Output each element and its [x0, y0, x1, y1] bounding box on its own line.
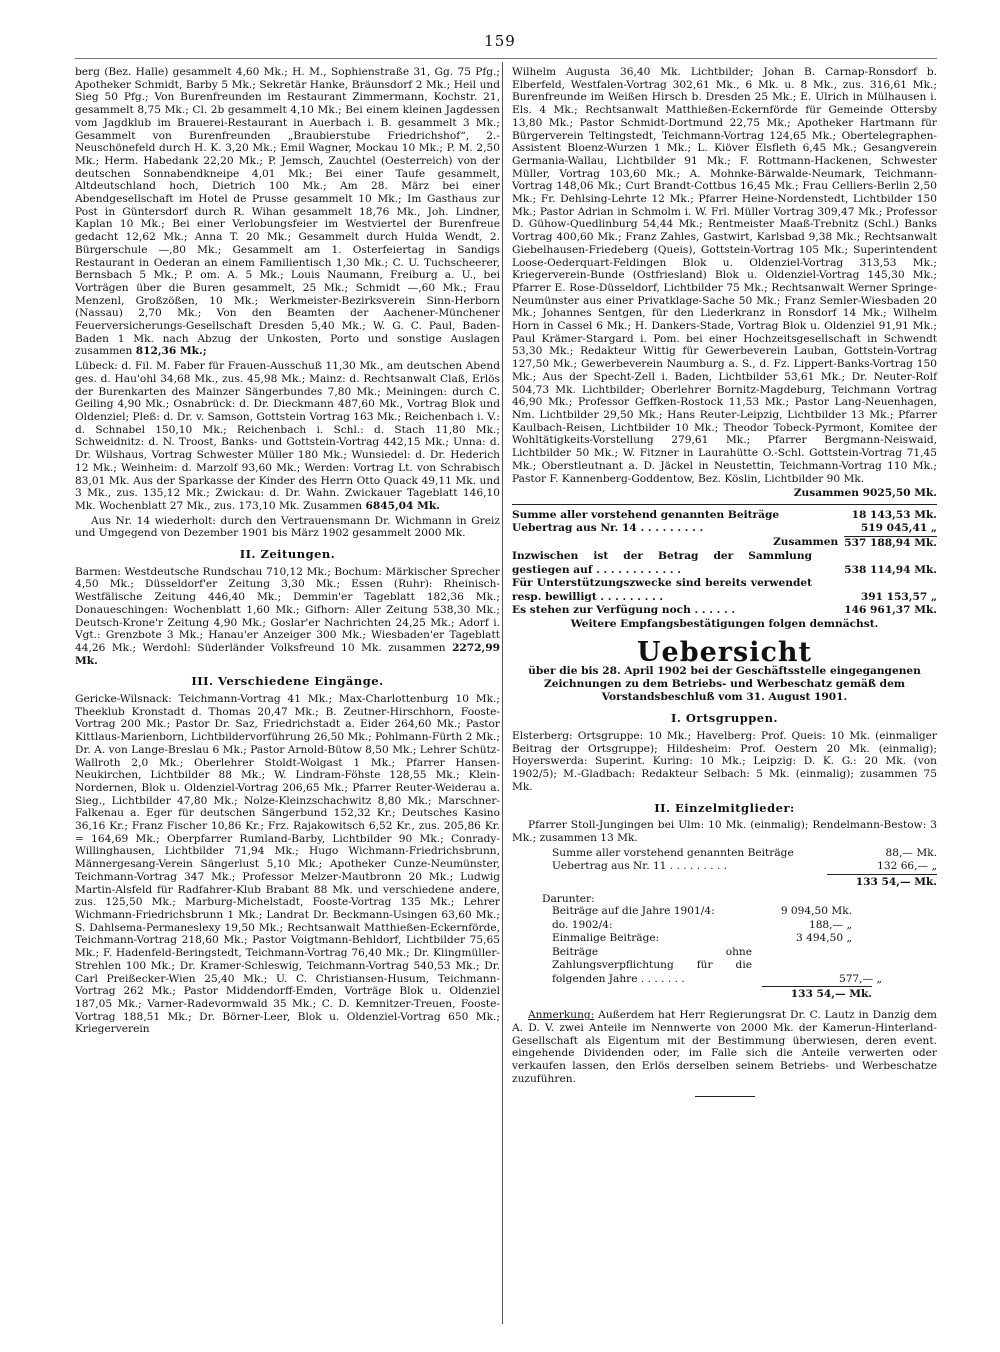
- sum-note: Weitere Empfangsbestätigungen folgen demnächst.: [570, 617, 879, 630]
- page-number: 159: [484, 32, 516, 50]
- ledger-row: do. 1902/4: 188,— „: [552, 918, 852, 931]
- section-title-local-groups: I. Ortsgruppen.: [671, 711, 778, 726]
- annotation: Anmerkung: Außerdem hat Herr Regierungsrat Dr. C. Lautz in Danzig dem A. D. V. zwei Anteile im Nennwerte von 2000 Mk. der Kamerun-Hinterland-Gesellschaft als Eigentum mit der Bestimmung überwiesen, deren event. eingehende Dividenden oder, im Falle sich die Anteile verwerten oder verkaufen lassen, den Erlös derselben seinem Betriebs- und Werbeschatze zuzuführen.: [512, 1009, 937, 1085]
- misc-list-continued: Wilhelm Augusta 36,40 Mk. Lichtbilder; Johan B. Carnap-Ronsdorf b. Elberfeld, Westfalen-Vortrag 302,61 Mk., 6 Mk. u. 8 Mk., zus. 316,61 Mk.; Burenfreunde im Weißen Hirsch b. Dresden 25 Mk.; E. Ulrich in Mülhausen i. Els. 4 Mk.; Rechtsanwalt Matthießen-Eckernförde für Gemeinde Ottersby 13,80 Mk.; Pastor Schmidt-Dortmund 22,75 Mk.; Apotheker Hartmann für Bürgerverein Teltingstedt, Teichmann-Vortrag 124,65 Mk.; Obertelegraphen-Assistent Bloenz-Wurzen 1 Mk.; L. Kiöver Elsfleth 6,45 Mk.; Gesangverein Germania-Wallau, Lichtbilder 91 Mk.; F. Rottmann-Hackenen, Schwester Müller, Vortrag 103,60 Mk.; A. Mohnke-Bärwalde-Neumark, Teichmann-Vortrag 148,06 Mk.; Curt Brandt-Cottbus 16,45 Mk.; Frau Celliers-Berlin 2,50 Mk.; Fr. Dehlsing-Lehrte 12 Mk.; Pfarrer Heine-Nordenstedt, Lichtbilder 150 Mk.; Pastor Adrian in Schmolm i. W. Frl. Müller Vortrag 309,47 Mk.; Professor D. Gühow-Quedlinburg 54,44 Mk.; Rentmeister Maaß-Trebnitz (Schl.) Banks Vortrag 400,60 Mk.; Franz Zahles, Gastwirt, Karlsbad 9,38 Mk.; Rechtsanwalt Giebelhausen-Friedeberg (Queis), Gottstein-Vortrag 105 Mk.; Superintendent Loose-Oederquart-Feldingen Blok u. Oldenziel-Vortrag 313,53 Mk.; Kriegerverein-Bunde (Ostfriesland) Blok u. Oldenziel-Vortrag 145,30 Mk.; Pfarrer E. Rose-Düsseldorf, Lichtbilder 75 Mk.; Rechtsanwalt Werner Springe-Neumünster aus einer Privatklage-Sache 50 Mk.; Franz Semler-Wiesbaden 20 Mk.; Johannes Sentgen, für den Liederkranz in Ronsdorf 14 Mk.; Wilhelm Horn in Cassel 6 Mk.; H. Dankers-Stade, Vortrag Blok u. Oldenziel 91,91 Mk.; Paul Krämer-Stargard i. Pom. bei einer Hochzeitsgesellschaft in Schwendt 53,30 Mk.; Redakteur Wittig für Gewerbeverein Lauban, Gottstein-Vortrag 127,50 Mk.; Gewerbeverein Naumburg a. S., d. Fz. Lippert-Banks-Vortrag 150 Mk.; Aus der Specht-Zell i. Baden, Lichtbilder 53,61 Mk.; Dr. Neuter-Rolf 504,73 Mk. Lichtbilder; Oberlehrer Bornitz-Magdeburg, Teichmann Vortrag 46,90 Mk.; Professor Geffken-Rostock 11,53 Mk.; Pastor Lang-Neuenhagen, Nm. Lichtbilder 29,50 Mk.; Hans Reuter-Leipzig, Lichtbilder 13 Mk.; Pfarrer Kaulbach-Reisen, Lichtbilder 10 Mk.; Theodor Tobeck-Pyrmont, Komitee der Wohltätigkeits-Vorstellung 279,61 Mk.; Pfarrer Bergmann-Neiswaid, Lichtbilder 50 Mk.; W. Fitzner in Laurahütte O.-Schl. Gottstein-Vortrag 71,45 Mk.; Oberstleutnant a. D. Jäckel in Neustettin, Teichmann-Vortrag 110 Mk.; Pastor F. Kannenberg-Goddentow, Bez. Köslin, Lichtbilder 90 Mk.: [512, 66, 937, 485]
- ledger-row: Einmalige Beiträge: 3 494,50 „: [552, 932, 852, 945]
- ledger-total: 133 54,— Mk.: [762, 986, 872, 1001]
- ledger-total: 133 54,— Mk.: [827, 874, 937, 889]
- sum-row: Es stehen zur Verfügung noch . . . . . . 146 961,37 Mk.: [512, 604, 937, 617]
- misc-list: Gericke-Wilsnack: Teichmann-Vortrag 41 Mk.; Max-Charlottenburg 10 Mk.; Theeklub Kronstadt d. Thomas 20,47 Mk.; B. Zeutner-Hirschhorn, Fooste-Vortrag 200 Mk.; Pastor Dr. Saz, Friedrichstadt a. Eider 264,60 Mk.; Pastor Kittlaus-Marienborn, Lichtbildervorführung 26,50 Mk.; Pohlmann-Fürth 2 Mk.; Dr. A. von Lange-Breslau 6 Mk.; Pastor Arnold-Bütow 8,50 Mk.; Lehrer Schütz-Wallroth 2,0 Mk.; Oberlehrer Stoldt-Wolgast 1 Mk.; Pfarrer Hansen-Neukirchen, Lichtbilder 88 Mk.; W. Lindram-Föhste 128,55 Mk.; Klein-Nordernen, Blok u. Oldenziel-Vortrag 206,65 Mk.; Pfarrer Reuter-Weiderau a. Sieg., Lichtbilder 47,80 Mk.; Nolze-Kleinzschachwitz 8,80 Mk.; Marschner-Falkenau a. Eger für deutschen Sängerbund 152,32 Kr.; Deutsches Kasino 36,16 Kr.; Franz Fischer 10,86 Kr.; Frz. Rajakowitsch 6,52 Kr., zus. 205,86 Kr. = 164,69 Mk.; Oberpfarrer Rumland-Barby, Lichtbilder 90 Mk.; Conrady-Willinghausen, Lichtbilder 71,94 Mk.; Hugo Wichmann-Friedrichsbrunn, Männergesang-Verein Sängerlust 5,10 Mk.; Apotheker Cunze-Neumünster, Teichmann-Vortrag 347 Mk.; Professor Melzer-Mautbronn 20 Mk.; Ludwig Martin-Alsfeld für Radfahrer-Klub Brabant 88 Mk. und verschiedene andere, zus. 125,50 Mk.; Marburg-Michelstadt, Fooste-Vortrag 135 Mk.; Lehrer Wichmann-Friedrichsbrunn 1 Mk.; Landrat Dr. Beckmann-Usingen 63,60 Mk.; S. Dahlsema-Permaneslexy 19,50 Mk.; Rechtsanwalt Matthießen-Eckernförde, Teichmann-Vortrag 218,60 Mk.; Pastor Voigtmann-Behldorf, Lichtbilder 75,65 Mk.; F. Hadenfeld-Beringstedt, Teichmann-Vortrag 76,40 Mk.; Dr. Klingmüller-Strehlen 100 Mk.; Dr. Kramer-Schleswig, Teichmann-Vortrag 540,53 Mk.; Dr. Carl Preißecker-Wien 25,40 Mk.; U. C. Christiansen-Husum, Teichmann-Vortrag 262 Mk.; Pastor Middendorff-Emden, Vorträge Blok u. Oldenziel 187,05 Mk.; Varner-Radevormwald 35 Mk.; C. D. Kemnitzer-Treuen, Fooste-Vortrag 188,51 Mk.; Dr. Börner-Leer, Blok u. Oldenziel-Vortrag 650 Mk.; Kriegerverein: [75, 693, 500, 1036]
- misc-total: Zusammen 9025,50 Mk.: [793, 487, 937, 500]
- column-divider: [502, 62, 503, 1324]
- section-title-individual-members: II. Einzelmitglieder:: [654, 800, 795, 815]
- section-title-newspapers: II. Zeitungen.: [239, 547, 336, 562]
- right-column: [512, 66, 937, 1107]
- sum-total-row: Zusammen 537 188,94 Mk.: [773, 535, 937, 549]
- left-column: [75, 66, 500, 1038]
- overview-subtitle: über die bis 28. April 1902 bei der Geschäftsstelle eingegangenen Zeichnungen zu dem Betriebs- und Werbeschatz gemäß dem Vorstandsbeschluß vom 31. August 1901.: [528, 665, 921, 704]
- local-groups-list: Elsterberg: Ortsgruppe: 10 Mk.; Havelberg: Prof. Queis: 10 Mk. (einmaliger Beitrag der Ortsgruppe); Hildesheim: Prof. Oestern 20 Mk. (einmalig); Hoyerswerda: Superint. Kuring: 10 Mk.; Leipzig: D. K. G.: 20 Mk. (von 1902/5); M.-Gladbach: Redakteur Selbach: 5 Mk. (einmalig); zusammen 75 Mk.: [512, 730, 937, 793]
- sum-row: Für Unterstützungszwecke sind bereits verwendet resp. bewilligt . . . . . . . . . 391 153,57 „: [512, 577, 937, 603]
- top-rule: [75, 58, 937, 59]
- ledger-row: Beiträge auf die Jahre 1901/4: 9 094,50 Mk.: [552, 905, 852, 918]
- breakdown-label: Darunter:: [542, 892, 595, 905]
- newspaper-list: Barmen: Westdeutsche Rundschau 710,12 Mk.; Bochum: Märkischer Sprecher 4,50 Mk.; Düsseldorf'er Zeitung 3,30 Mk.; Essen (Ruhr): Rheinisch-Westfälische Zeitung 446,40 Mk.; Demmin'er Tageblatt 182,36 Mk.; Donaueschingen: Wochenblatt 1,60 Mk.; Gifhorn: Aller Zeitung 538,30 Mk.; Deutsch-Krone'r Zeitung 4,90 Mk.; Goslar'er Nachrichten 24,25 Mk.; Adorf i. Vgt.: Grenzbote 3 Mk.; Hanau'er Anzeiger 300 Mk.; Wiesbaden'er Tageblatt 44,26 Mk.; Werdohl: Süderländer Volksfreund 10 Mk. zusammen 2272,99 Mk.: [75, 565, 500, 667]
- sum-row: Inzwischen ist der Betrag der Sammlung gestiegen auf . . . . . . . . . . . . 538 114,94 Mk.: [512, 550, 937, 576]
- rule: [512, 504, 937, 505]
- ledger-row: Beiträge ohne Zahlungsverpflichtung für die folgenden Jahre . . . . . . . 577,— „: [552, 945, 882, 985]
- breakdown-block: [512, 893, 937, 1002]
- sum-row: Uebertrag aus Nr. 14 . . . . . . . . . 519 045,41 „: [512, 522, 937, 535]
- repeated-entry: Aus Nr. 14 wiederholt: durch den Vertrauensmann Dr. Wichmann in Greiz und Umgegend von Dezember 1901 bis März 1902 gesammelt 2000 Mk.: [75, 514, 500, 540]
- ledger-row: Summe aller vorstehend genannten Beiträge 88,— Mk.: [552, 846, 937, 859]
- donation-list-1: berg (Bez. Halle) gesammelt 4,60 Mk.; H. M., Sophienstraße 31, Gg. 75 Pfg.; Apotheker Schmidt, Barby 5 Mk.; Sekretär Hanke, Bräunsdorf 2 Mk.; Heil und Sieg 50 Pfg.; Von Burenfreunden im Restaurant Zimmermann, Kochstr. 21, gesammelt 8,75 Mk.; Cl. 2b gesammelt 4,10 Mk.; Bei einem kleinen Jagdessen vom Jagdklub im Brauerei-Restaurant in Auerbach i. B. gesammelt 3 Mk.; Gesammelt von Burenfreunden „Braubierstube Friedrichshof“, 2.-Neuschönefeld durch H. K. 3,20 Mk.; Emil Wagner, Mockau 10 Mk.; P. M. 2,50 Mk.; Herm. Habedank 22,20 Mk.; P. Jemsch, Zauchtel (Oesterreich) von der deutschen Sonnabendkneipe 4,01 Mk.; Bei einer Taufe gesammelt, Altdeutschland hoch, Dietrich 100 Mk.; Am 28. März bei einer Abendgesellschaft im Hotel de Prusse gesammelt 10 Mk.; Im Gasthaus zur Post in Güntersdorf durch R. Wihan gesammelt 18,76 Mk., Joh. Lindner, Kaplan 10 Mk.; Bei einer Verlobungsfeier im Westviertel der Burenfreue gedacht 12,62 Mk.; Anna T. 20 Mk.; Gesammelt durch Hulda Wendt, 2. Bürgerschule —,80 Mk.; Gesammelt am 1. Osterfeiertag in Sandigs Restaurant in Oederan an einem Familientisch 1,30 Mk.; C. U. Tuchscheerer, Bernsbach 5 Mk.; P. om. A. 5 Mk.; Louis Naumann, Freiburg a. U., bei Vorträgen über die Buren gesammelt, 25 Mk.; Schmidt —,60 Mk.; Frau Menzenl, Großzößen, 10 Mk.; Werkmeister-Bezirksverein Sinn-Herborn (Nassau) 2,70 Mk.; Von den Beamten der Aachener-Münchener Feuerversicherungs-Gesellschaft Dresden 5,40 Mk.; W. G. C. Paul, Baden-Baden 1 Mk. nach Abzug der Unkosten, Porto und sonstige Auslagen zusammen 812,36 Mk.;: [75, 66, 500, 358]
- ledger-row: Uebertrag aus Nr. 11 . . . . . . . . . 132 66,— „: [552, 860, 937, 873]
- sum-row: Summe aller vorstehend genannten Beiträge 18 143,53 Mk.: [512, 508, 937, 521]
- donation-list-2: Lübeck: d. Fil. M. Faber für Frauen-Ausschuß 11,30 Mk., am deutschen Abend ges. d. Hau'ohl 34,68 Mk., zus. 45,98 Mk.; Mainz: d. Rechtsanwalt Claß, Erlös der Burenkarten des Mainzer Sängerbundes 7,80 Mk.; Meiningen: durch C. Geiling 4,90 Mk.; Osnabrück: d. Dr. Dieckmann 487,60 Mk., Vortrag Blok und Oldenziel; Pleß: d. Dr. v. Samson, Gottstein Vortrag 163 Mk.; Reichenbach i. V.: d. Schnabel 150,10 Mk.; Reichenbach i. Schl.: d. Stach 11,80 Mk.; Schweidnitz: d. N. Troost, Banks- und Gottstein-Vortrag 442,15 Mk.; Unna: d. Dr. Wilshaus, Vortrag Schwester Müller 180 Mk.; Wunsiedel: d. Dr. Hederich 12 Mk.; Weinheim: d. Marzolf 93,60 Mk.; Werden: Vortrag Lt. von Schrabisch 83,01 Mk. Aus der Sparkasse der Kinder des Herrn Otto Quack 49,11 Mk. und 3 Mk., zus. 135,12 Mk.; Zwickau: d. Dr. Wahn. Zwickauer Tageblatt 146,10 Mk. Wochenblatt 27 Mk., zus. 173,10 Mk. Zusammen 6845,04 Mk.: [75, 360, 500, 512]
- section-title-misc: III. Verschiedene Eingänge.: [191, 674, 384, 689]
- overview-title: Uebersicht: [636, 636, 812, 668]
- individual-members-list: Pfarrer Stoll-Jungingen bei Ulm: 10 Mk. (einmalig); Rendelmann-Bestow: 3 Mk.; zusammen 13 Mk.: [512, 819, 937, 844]
- end-rule: [695, 1096, 755, 1097]
